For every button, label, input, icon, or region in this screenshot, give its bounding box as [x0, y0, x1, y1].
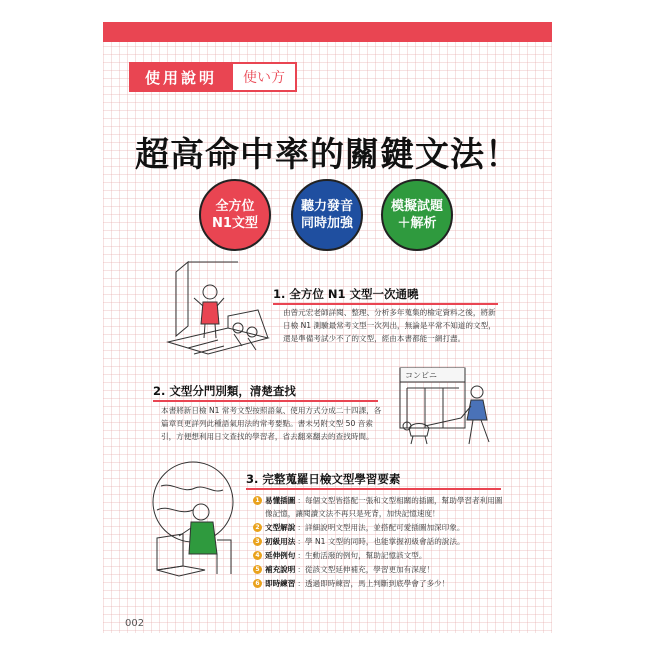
- feature-name: 延伸例句: [265, 551, 296, 560]
- feature-number-badge: 5: [253, 565, 262, 574]
- tab-sub: 使い方: [233, 62, 297, 92]
- section-2-body: 本書將新日檢 N1 常考文型按照語氣、使用方式分成二十四課，各篇章頁更詳列此種語氣用法的常考要點。書末另附文型 50 音索引，方便想利用日文查找的學習者，省去翻來翻去的查找時間。: [161, 406, 382, 441]
- page-number: 002: [125, 618, 145, 629]
- feature-item: [253, 535, 503, 548]
- feature-number-badge: 6: [253, 579, 262, 588]
- header-tabs: [129, 62, 297, 92]
- feature-number-badge: 1: [253, 496, 262, 505]
- convenience-store-illustration: [395, 348, 510, 458]
- feature-number-badge: 4: [253, 551, 262, 560]
- feature-item: [253, 494, 503, 520]
- circle-n1-grammar: [199, 179, 271, 251]
- feature-desc: ：詳細說明文型用法，並搭配可愛插圖加深印象。: [297, 523, 465, 532]
- feature-desc: ：生動活潑的例句，幫助記憶該文型。: [297, 551, 427, 560]
- feature-number-badge: 3: [253, 537, 262, 546]
- store-sign-text: コンビニ: [405, 371, 437, 380]
- circle-line2: ＋解析: [397, 216, 437, 231]
- tab-label: 使用說明: [129, 62, 233, 92]
- feature-name: 初級用法: [265, 537, 296, 546]
- section-2-title: 2. 文型分門別類，清楚查找: [153, 383, 378, 402]
- circle-line1: 聽力發音: [300, 199, 353, 214]
- page: [103, 22, 552, 633]
- feature-name: 即時練習: [265, 579, 296, 588]
- page-title: 超高命中率的關鍵文法！: [135, 135, 520, 175]
- feature-item: [253, 549, 503, 562]
- feature-desc: ：學 N1 文型的同時，也能掌握初級會話的說法。: [297, 537, 465, 546]
- feature-item: [253, 521, 503, 534]
- feature-desc: ：從該文型延伸補充，學習更加有深度！: [297, 565, 435, 574]
- feature-list: [253, 494, 503, 591]
- feature-name: 文型解說: [265, 523, 296, 532]
- circle-line2: N1文型: [212, 216, 258, 231]
- section-3-title: 3. 完整蒐羅日檢文型學習要素: [246, 471, 501, 490]
- study-globe-illustration: [143, 454, 243, 579]
- circle-line1: 模擬試題: [390, 199, 443, 214]
- feature-number-badge: 2: [253, 523, 262, 532]
- feature-item: [253, 563, 503, 576]
- feature-name: 易懂插圖: [265, 496, 296, 505]
- feature-desc: ：每個文型皆搭配一張和文型相關的插圖，幫助學習者利用圖像記憶，讓閱讀文法不再只是死背，加快記憶速度！: [265, 496, 503, 518]
- circle-line2: 同時加強: [300, 216, 353, 231]
- classroom-illustration: [158, 254, 273, 362]
- section-1-body: 由曾元宏老師詳閱、整理、分析多年蒐集的檢定資料之後，將新日檢 N1 測驗最常考文型一次列出，無論是平常不知道的文型，還是準備考試少不了的文型，經由本書都能一網打盡。: [283, 308, 496, 343]
- feature-item: [253, 577, 503, 590]
- feature-circles: [199, 179, 459, 253]
- feature-desc: ：透過即時練習，馬上判斷到底學會了多少！: [297, 579, 450, 588]
- feature-name: 補充說明: [265, 565, 296, 574]
- circle-listening: [291, 179, 363, 251]
- circle-mock-test: [381, 179, 453, 251]
- section-1-title: 1. 全方位 N1 文型一次通曉: [273, 286, 498, 305]
- circle-line1: 全方位: [215, 199, 255, 214]
- top-bar: [103, 22, 552, 42]
